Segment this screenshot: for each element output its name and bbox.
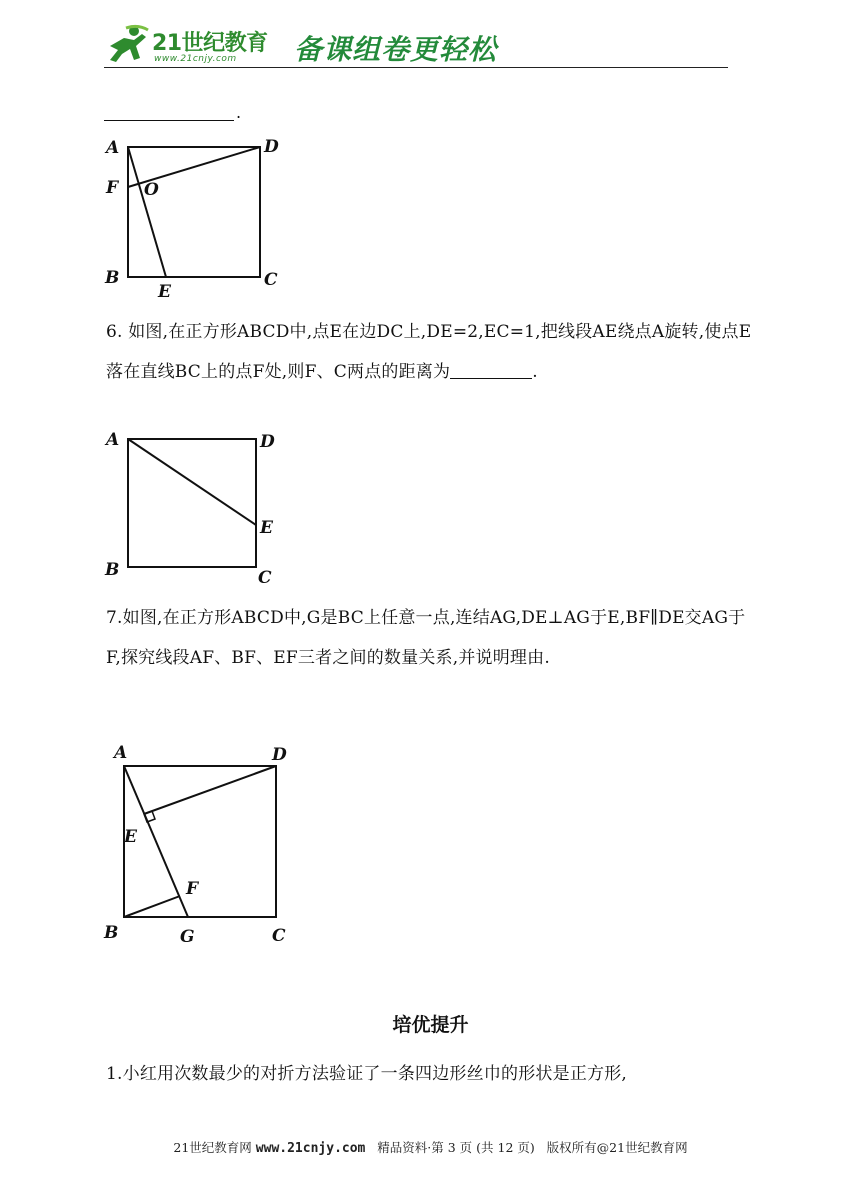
page-footer xyxy=(0,1138,861,1156)
segment-ae xyxy=(128,147,166,277)
square-abcd xyxy=(124,766,276,917)
label-c: C xyxy=(258,568,272,588)
figure-q7-svg xyxy=(100,738,310,948)
figure-q7 xyxy=(100,738,310,948)
label-f: F xyxy=(106,178,119,198)
question-1-text: 1.小红用次数最少的对折方法验证了一条四边形丝巾的形状是正方形, xyxy=(106,1064,628,1084)
figure-q5-svg xyxy=(100,135,300,305)
footer-page-info: 精品资料·第 3 页 (共 12 页) xyxy=(377,1140,535,1155)
label-f: F xyxy=(186,879,199,899)
segment-ae xyxy=(128,439,256,525)
label-c: C xyxy=(272,926,286,946)
runner-logo-icon xyxy=(104,24,152,64)
label-a: A xyxy=(114,743,128,763)
segment-bf xyxy=(124,896,180,917)
answer-blank-q6 xyxy=(450,360,532,379)
square-abcd xyxy=(128,439,256,567)
label-e: E xyxy=(158,282,171,302)
figure-q6-svg xyxy=(100,425,300,595)
label-c: C xyxy=(264,270,278,290)
segment-de xyxy=(144,766,276,814)
footer-site: www.21cnjy.com xyxy=(255,1141,366,1156)
question-1 xyxy=(106,1054,758,1094)
section-title: 培优提升 xyxy=(392,1014,469,1036)
brand-name: 21世纪教育 xyxy=(152,31,268,56)
question-6-end: . xyxy=(532,362,538,382)
label-b: B xyxy=(104,923,119,943)
header-rule xyxy=(104,67,728,68)
label-d: D xyxy=(272,745,287,765)
question-7-text: 7.如图,在正方形ABCD中,G是BC上任意一点,连结AG,DE⊥AG于E,BF∥DE交AG于F,探究线段AF、BF、EF三者之间的数量关系,并说明理由. xyxy=(106,608,746,668)
figure-q6 xyxy=(100,425,300,595)
footer-copyright: 版权所有@21世纪教育网 xyxy=(546,1140,688,1155)
page-header xyxy=(104,22,728,72)
footer-left: 21世纪教育网 xyxy=(173,1140,252,1155)
right-angle-mark xyxy=(144,811,155,822)
label-d: D xyxy=(264,137,279,157)
brand-site: www.21cnjy.com xyxy=(154,54,237,64)
question-6 xyxy=(106,312,758,392)
label-g: G xyxy=(180,927,195,947)
answer-blank xyxy=(104,108,234,121)
label-o: O xyxy=(144,180,159,200)
figure-q5 xyxy=(100,135,300,305)
question-6-text: 6. 如图,在正方形ABCD中,点E在边DC上,DE=2,EC=1,把线段AE绕点A旋转,使点E落在直线BC上的点F处,则F、C两点的距离为 xyxy=(106,322,752,382)
label-a: A xyxy=(106,138,120,158)
label-b: B xyxy=(105,268,120,288)
label-a: A xyxy=(106,430,120,450)
label-b: B xyxy=(105,560,120,580)
label-e: E xyxy=(260,518,273,538)
blank-period: . xyxy=(236,103,242,122)
label-e: E xyxy=(124,827,137,847)
question-7 xyxy=(106,598,758,678)
label-d: D xyxy=(260,432,275,452)
header-slogan: 备课组卷更轻松 xyxy=(294,33,498,66)
